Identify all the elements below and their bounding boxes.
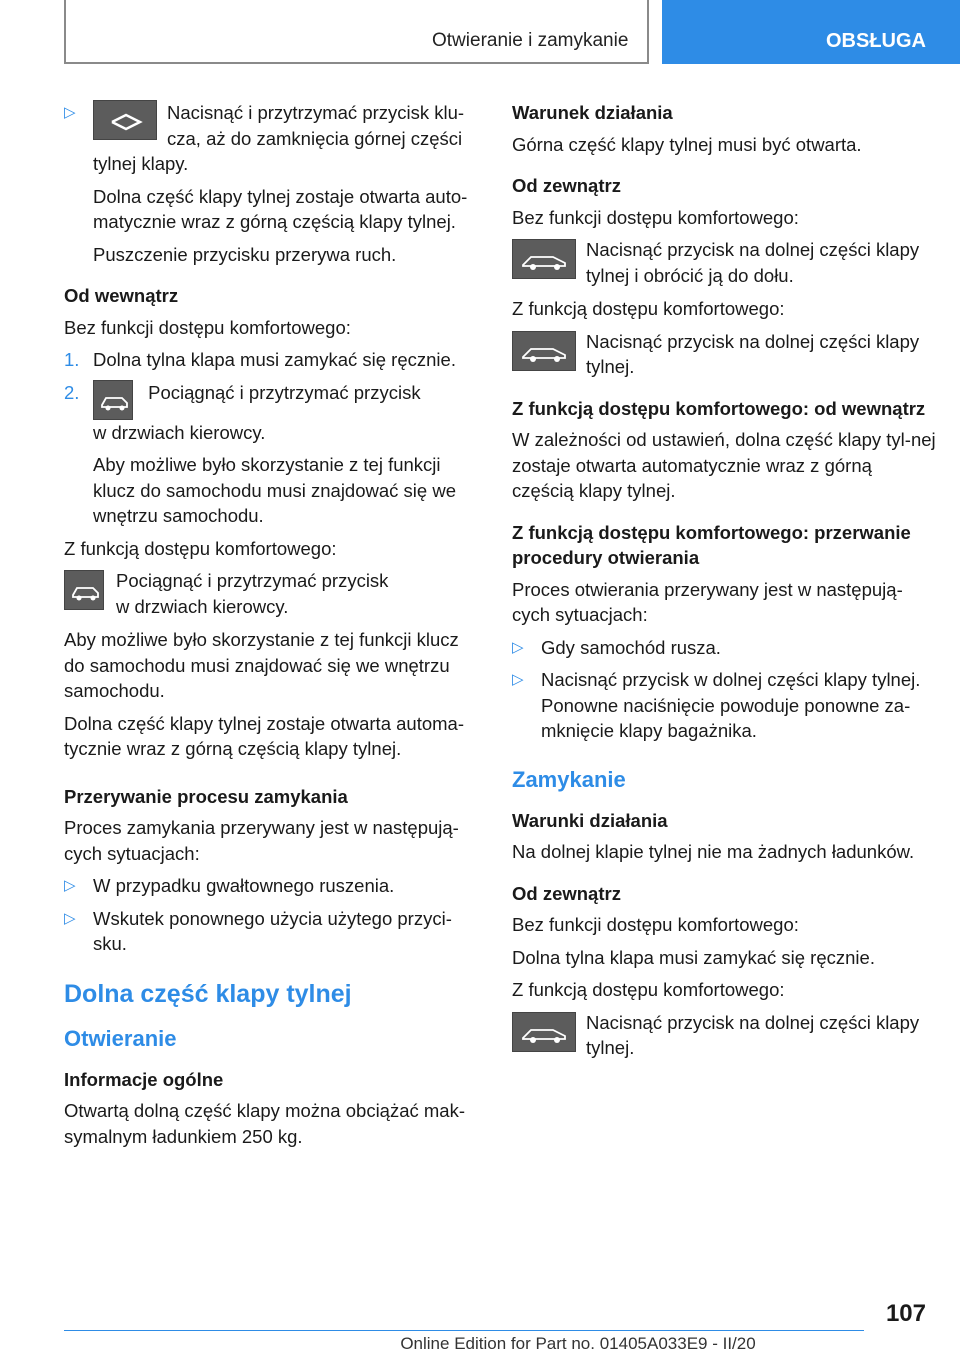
subheading: Z funkcją dostępu komfortowego: od wewnątrz — [512, 397, 926, 419]
paragraph: Z funkcją dostępu komfortowego: — [512, 298, 785, 319]
subheading: Od zewnątrz — [512, 175, 621, 196]
text-line: Nacisnąć przycisk na dolnej części klapy tylnej. — [586, 1011, 920, 1058]
item-number: 1. — [64, 349, 80, 370]
item-text: Dolna tylna klapa musi zamykać się ręcznie. — [93, 349, 456, 370]
paragraph: Górna część klapy tylnej musi być otwarta. — [512, 133, 862, 155]
paragraph: Z funkcją dostępu komfortowego: — [64, 537, 337, 559]
paragraph: Puszczenie przycisku przerywa ruch. — [93, 243, 397, 265]
item-number: 2. — [64, 381, 80, 403]
text-line: Nacisnąć przycisk na dolnej części klapy tylnej. — [586, 330, 920, 377]
paragraph: Proces zamykania przerywany jest w następują-cych sytuacjach: — [64, 817, 459, 864]
subheading: Warunek działania — [512, 102, 673, 123]
subheading: Przerywanie procesu zamykania — [64, 785, 348, 807]
subheading: Od wewnątrz — [64, 285, 179, 306]
item-text: W przypadku gwałtownego ruszenia. — [93, 875, 395, 896]
list-item — [512, 667, 936, 744]
subsection-heading: Zamykanie — [512, 766, 626, 792]
icon-instruction — [512, 329, 936, 380]
subheading: Od zewnątrz — [512, 882, 621, 904]
icon-instruction — [64, 568, 482, 619]
tailgate-button-icon — [512, 239, 576, 279]
text-line: tylnej klapy. — [93, 153, 189, 174]
text-line: w drzwiach kierowcy. — [116, 595, 289, 617]
paragraph: Bez funkcji dostępu komfortowego: — [512, 914, 799, 935]
subheading: Z funkcją dostępu komfortowego: przerwanie procedury otwierania — [512, 521, 911, 568]
subsection-heading: Otwieranie — [64, 1025, 177, 1051]
list-item — [64, 873, 482, 899]
text-line: Nacisnąć i przytrzymać przycisk klu- — [167, 102, 465, 123]
numbered-item — [64, 380, 482, 446]
left-column — [64, 100, 482, 1156]
triangle-bullet-icon: ▷ — [512, 671, 524, 688]
car-door-button-icon — [93, 380, 133, 420]
section-heading: Dolna część klapy tylnej — [64, 979, 352, 1008]
item-text: Gdy samochód rusza. — [541, 636, 721, 658]
triangle-bullet-icon: ▷ — [64, 877, 76, 894]
car-door-button-icon — [64, 570, 104, 610]
item-text: Nacisnąć przycisk w dolnej części klapy tylnej. Ponowne naciśnięcie powoduje ponowne za-mknięcie klapy bagażnika. — [541, 669, 921, 741]
tailgate-button-icon — [512, 331, 576, 371]
triangle-bullet-icon: ▷ — [512, 638, 524, 656]
key-tailgate-button-icon — [93, 100, 157, 140]
paragraph: Z funkcją dostępu komfortowego: — [512, 979, 785, 1000]
paragraph: Aby możliwe było skorzystanie z tej funkcji klucz do samochodu musi znajdować się we wnętrzu samochodu. — [93, 454, 456, 526]
item-text: w drzwiach kierowcy. — [93, 421, 266, 443]
icon-instruction — [512, 1010, 936, 1061]
subheading: Warunki działania — [512, 809, 668, 831]
page-number: 107 — [885, 1300, 926, 1327]
icon-instruction — [512, 237, 936, 288]
list-item — [64, 906, 482, 957]
footer-edition: Online Edition for Part no. 01405A033E9 - II/20 — [400, 1334, 756, 1353]
paragraph: Proces otwierania przerywany jest w następują-cych sytuacjach: — [512, 578, 903, 625]
chapter-tab[interactable]: OBSŁUGA — [662, 0, 960, 64]
item-text: Wskutek ponownego użycia użytego przyci-sku. — [93, 907, 452, 954]
subheading: Informacje ogólne — [64, 1068, 224, 1090]
paragraph: W zależności od ustawień, dolna część klapy tyl-nej zostaje otwarta automatycznie wraz z górną częścią klapy tylnej. — [512, 429, 936, 501]
footer-divider — [64, 1330, 864, 1331]
paragraph: Otwartą dolną część klapy można obciążać mak-symalnym ładunkiem 250 kg. — [64, 1100, 466, 1147]
paragraph: Na dolnej klapie tylnej nie ma żadnych ładunków. — [512, 841, 915, 862]
list-item — [512, 635, 936, 661]
paragraph: Dolna część klapy tylnej zostaje otwarta auto-matycznie wraz z górną częścią klapy tylnej. — [93, 185, 468, 232]
text-line: Nacisnąć przycisk na dolnej części klapy tylnej i obrócić ją do dołu. — [586, 239, 920, 286]
numbered-item — [64, 347, 482, 373]
list-item — [64, 100, 482, 177]
paragraph: Dolna część klapy tylnej zostaje otwarta automa-tycznie wraz z górną częścią klapy tylnej. — [64, 712, 464, 759]
right-column — [512, 100, 936, 1069]
paragraph: Bez funkcji dostępu komfortowego: — [64, 316, 351, 338]
paragraph: Aby możliwe było skorzystanie z tej funkcji klucz do samochodu musi znajdować się we wnętrzu samochodu. — [64, 629, 459, 701]
paragraph: Bez funkcji dostępu komfortowego: — [512, 206, 799, 228]
paragraph: Dolna tylna klapa musi zamykać się ręcznie. — [512, 946, 875, 968]
text-line: cza, aż do zamknięcia górnej części — [167, 127, 463, 149]
tailgate-button-icon — [512, 1012, 576, 1052]
item-text: Pociągnąć i przytrzymać przycisk — [148, 381, 421, 403]
triangle-bullet-icon: ▷ — [64, 909, 76, 927]
section-title: Otwieranie i zamykanie — [432, 30, 629, 51]
text-line: Pociągnąć i przytrzymać przycisk — [116, 570, 389, 591]
triangle-bullet-icon: ▷ — [64, 104, 76, 121]
